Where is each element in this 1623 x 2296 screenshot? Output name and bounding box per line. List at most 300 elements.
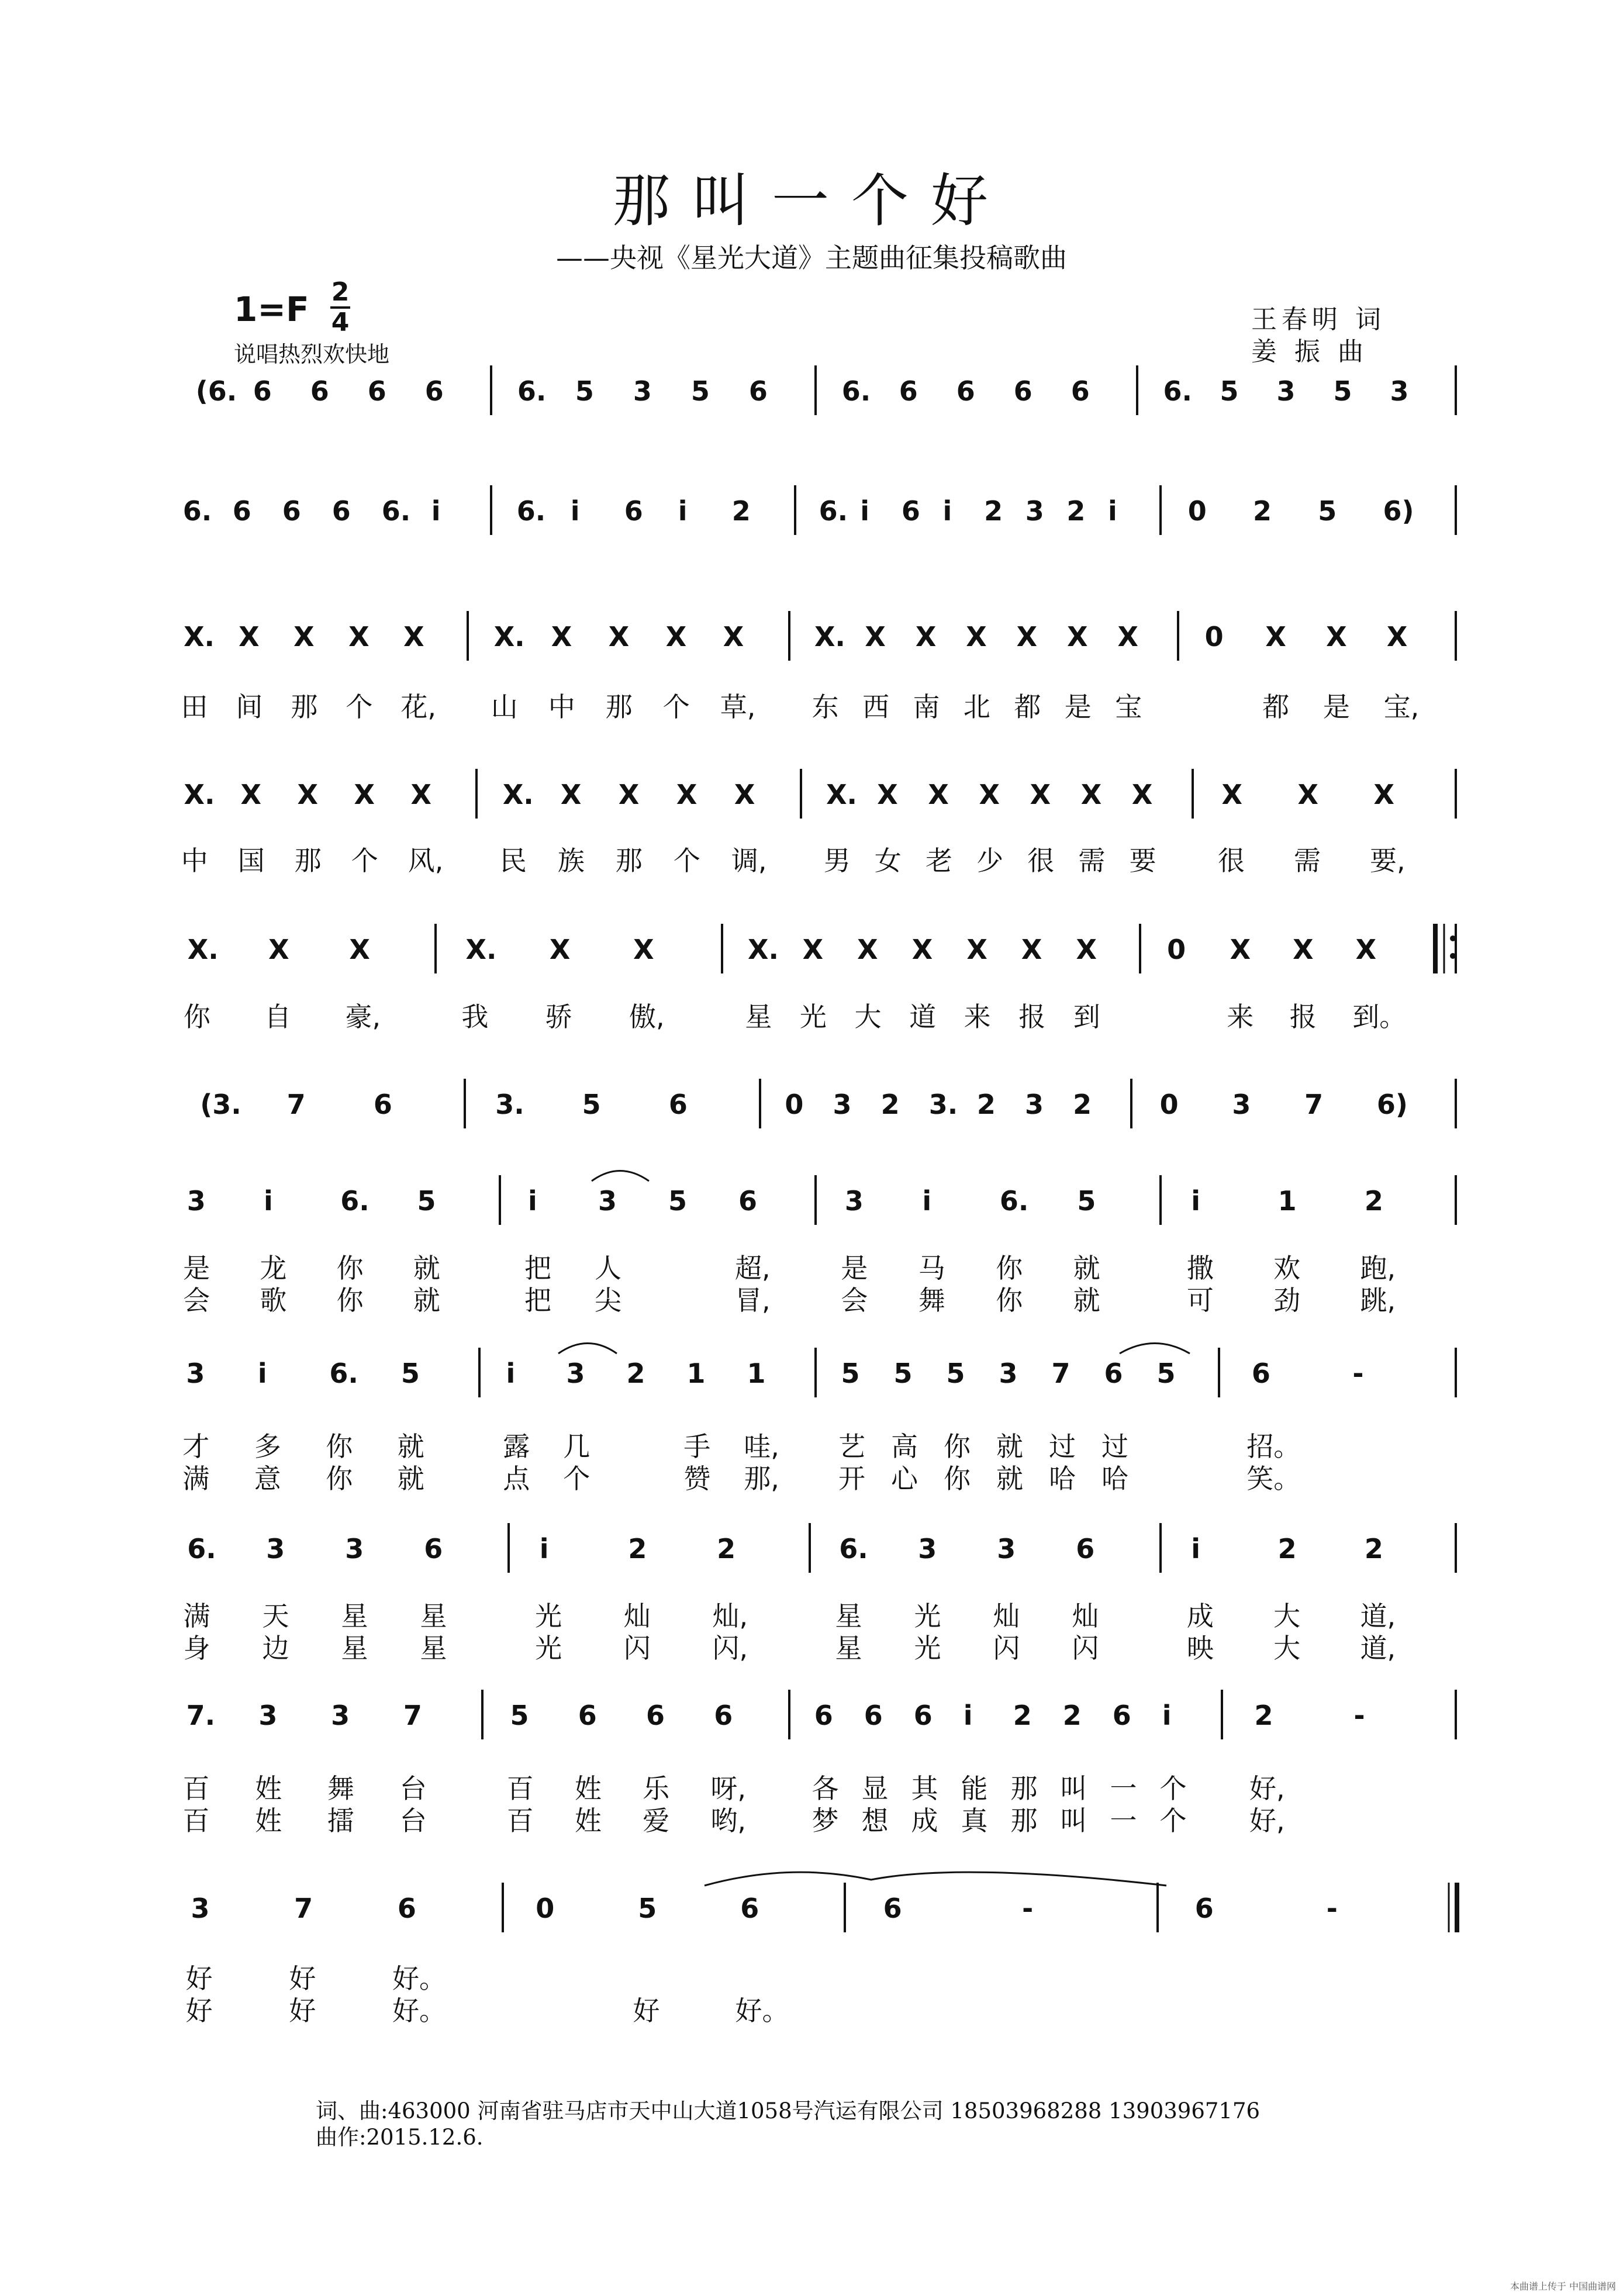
lyric-syllable: 梦 (811, 1805, 839, 1836)
note: 6) (1376, 1089, 1408, 1120)
note: 3 (833, 1089, 852, 1120)
lyric-syllable: 东 (811, 691, 839, 723)
composer-credit: 姜 振 曲 (1251, 337, 1368, 367)
lyric-syllable: 好 (289, 1963, 316, 1994)
lyric-syllable: 高 (891, 1431, 918, 1462)
lyric-syllable: 把 (524, 1252, 551, 1284)
note: i (257, 1358, 267, 1389)
note: 6) (1383, 495, 1414, 527)
note: 6. (187, 1533, 216, 1565)
note: X (1067, 621, 1088, 652)
note: 6 (424, 1533, 443, 1565)
lyric-syllable: 豪, (345, 1001, 381, 1033)
note: (3. (200, 1089, 241, 1120)
note: 6 (397, 1893, 416, 1924)
note: 5 (1318, 495, 1337, 527)
lyric-syllable: 就 (397, 1463, 424, 1494)
lyric-syllable: 女 (874, 845, 902, 876)
note: X. (465, 934, 497, 965)
lyric-syllable: 可 (1186, 1285, 1214, 1316)
note: 6 (1104, 1358, 1123, 1389)
note: 6. (381, 495, 411, 527)
lyric-syllable: 跳, (1360, 1285, 1396, 1316)
lyric-syllable: 好, (1249, 1773, 1285, 1804)
lyric-syllable: 宝, (1383, 691, 1420, 723)
note: 5 (582, 1089, 601, 1120)
note: 6 (901, 495, 920, 527)
note: 2 (628, 1533, 647, 1565)
note: 0 (1187, 495, 1207, 527)
note: 6. (340, 1185, 370, 1217)
note: X (1265, 621, 1286, 652)
lyric-syllable: 星 (341, 1632, 368, 1664)
note: 6 (310, 375, 329, 407)
note: 6. (841, 375, 871, 407)
note: 0 (1159, 1089, 1179, 1120)
note: 2 (880, 1089, 900, 1120)
note: i (570, 495, 580, 527)
note: X (865, 621, 886, 652)
lyric-syllable: 到。 (1352, 1001, 1407, 1033)
note: 5 (841, 1358, 860, 1389)
note: X (354, 779, 375, 810)
note: 6 (864, 1700, 883, 1731)
lyric-syllable: 都 (1262, 691, 1290, 723)
note: i (963, 1700, 973, 1731)
note: X (608, 621, 630, 652)
tie (705, 1872, 1166, 1886)
lyric-syllable: 田 (181, 691, 208, 723)
lyric-syllable: 大 (1273, 1632, 1301, 1664)
lyric-syllable: 舞 (918, 1285, 945, 1316)
lyric-syllable: 哈 (1101, 1463, 1128, 1494)
note: X (293, 621, 315, 652)
note: 6 (899, 375, 918, 407)
lyric-syllable: 灿 (993, 1600, 1020, 1632)
note: X (1355, 934, 1377, 965)
lyric-syllable: 花, (400, 691, 437, 723)
note: 3 (918, 1533, 937, 1565)
meter-bottom: 4 (331, 308, 350, 337)
note: X (1326, 621, 1347, 652)
lyric-syllable: 撒 (1186, 1252, 1214, 1284)
lyricist-credit: 王春明 词 (1251, 305, 1386, 334)
lyric-syllable: 台 (399, 1773, 427, 1804)
lyric-syllable: 冒, (735, 1285, 771, 1316)
note: i (506, 1358, 516, 1389)
note: 6 (883, 1893, 902, 1924)
lyric-syllable: 光 (535, 1632, 562, 1664)
note: 6. (182, 495, 212, 527)
note: 7 (286, 1089, 306, 1120)
lyric-syllable: 闪, (712, 1632, 748, 1664)
lyric-syllable: 会 (183, 1285, 210, 1316)
footer-date: 曲作:2015.12.6. (316, 2125, 484, 2150)
note: i (263, 1185, 273, 1217)
note: 6. (516, 495, 546, 527)
lyric-syllable: 中 (181, 845, 208, 876)
lyric-syllable: 少 (976, 845, 1004, 876)
lyric-syllable: 欢 (1273, 1252, 1301, 1284)
lyric-syllable: 哇, (744, 1431, 779, 1462)
song-subtitle: ——央视《星光大道》主题曲征集投稿歌曲 (556, 242, 1067, 274)
lyric-syllable: 那 (615, 845, 643, 876)
note: 3 (598, 1185, 617, 1217)
lyric-syllable: 宝 (1115, 691, 1142, 723)
lyric-syllable: 个 (1159, 1773, 1187, 1804)
note: - (1353, 1700, 1365, 1731)
note: X. (502, 779, 534, 810)
site-watermark: 本曲谱上传于 中国曲谱网 (1510, 2281, 1616, 2292)
lyric-syllable: 姓 (255, 1773, 282, 1804)
note: 6 (331, 495, 351, 527)
note: X (240, 779, 262, 810)
lyric-syllable: 会 (841, 1285, 868, 1316)
note: 2 (1013, 1700, 1032, 1731)
note: X (979, 779, 1000, 810)
lyric-syllable: 招。 (1246, 1431, 1301, 1462)
note: 3 (191, 1893, 210, 1924)
note: 5 (1156, 1358, 1176, 1389)
note: X (928, 779, 949, 810)
lyric-syllable: 风, (408, 845, 444, 876)
tempo-marking: 说唱热烈欢快地 (234, 341, 390, 367)
lyric-syllable: 百 (506, 1773, 534, 1804)
note: 3 (345, 1533, 364, 1565)
note: 0 (536, 1893, 555, 1924)
footer-contact: 词、曲:463000 河南省驻马店市天中山大道1058号汽运有限公司 18503968288 13903967176 (316, 2098, 1261, 2124)
lyric-syllable: 你 (336, 1285, 364, 1316)
note: X (239, 621, 260, 652)
note: i (1107, 495, 1117, 527)
lyric-syllable: 人 (595, 1252, 621, 1284)
note: X. (493, 621, 525, 652)
lyric-syllable: 来 (964, 1001, 991, 1033)
lyric-syllable: 台 (399, 1805, 427, 1836)
lyric-syllable: 好。 (392, 1995, 446, 2026)
lyric-syllable: 意 (254, 1463, 281, 1494)
note: 7 (1304, 1089, 1324, 1120)
lyric-syllable: 笑。 (1246, 1463, 1301, 1494)
lyric-syllable: 映 (1186, 1632, 1214, 1664)
lyric-syllable: 乐 (643, 1773, 670, 1804)
repeat-dot (1450, 953, 1456, 959)
lyric-syllable: 需 (1294, 845, 1321, 876)
note: - (1352, 1358, 1364, 1389)
note: 5 (1333, 375, 1352, 407)
lyric-syllable: 叫 (1060, 1773, 1087, 1804)
lyric-syllable: 你 (996, 1285, 1023, 1316)
lyric-syllable: 灿 (1072, 1600, 1099, 1632)
lyric-syllable: 身 (183, 1632, 210, 1664)
note: X (410, 779, 432, 810)
note: 2 (1277, 1533, 1297, 1565)
lyric-syllable: 光 (535, 1600, 562, 1632)
lyric-syllable: 赞 (683, 1463, 711, 1494)
note: 6. (517, 375, 547, 407)
lyric-syllable: 各 (811, 1773, 839, 1804)
lyric-syllable: 那 (294, 845, 322, 876)
note: X (348, 621, 370, 652)
note: X (349, 934, 370, 965)
lyric-syllable: 光 (914, 1632, 941, 1664)
lyric-syllable: 百 (182, 1805, 210, 1836)
note: 6 (282, 495, 301, 527)
repeat-dot (1450, 935, 1456, 941)
lyric-syllable: 闪 (623, 1632, 651, 1664)
lyric-syllable: 姓 (574, 1773, 602, 1804)
note: 3 (997, 1533, 1016, 1565)
lyric-syllable: 马 (918, 1252, 945, 1284)
lyric-syllable: 爱 (643, 1805, 670, 1836)
note: X (1221, 779, 1242, 810)
lyric-syllable: 星 (420, 1600, 447, 1632)
note: X (633, 934, 654, 965)
note: 6. (839, 1533, 868, 1565)
note: X (551, 621, 572, 652)
note: 0 (785, 1089, 804, 1120)
lyric-syllable: 姓 (255, 1805, 282, 1836)
note: X (665, 621, 687, 652)
lyric-syllable: 哈 (1049, 1463, 1076, 1494)
note: 5 (946, 1358, 965, 1389)
note: 3 (186, 1358, 205, 1389)
note: (6. (195, 375, 237, 407)
note: 2 (1254, 1700, 1273, 1731)
note: X. (187, 934, 219, 965)
lyric-syllable: 呀, (710, 1773, 746, 1804)
lyric-syllable: 姓 (574, 1805, 602, 1836)
note: X (1117, 621, 1139, 652)
lyric-syllable: 很 (1027, 845, 1055, 876)
lyric-syllable: 好。 (735, 1995, 789, 2026)
note: 3 (1025, 495, 1044, 527)
lyric-syllable: 国 (237, 845, 265, 876)
lyric-syllable: 超, (735, 1252, 771, 1284)
note: 6 (956, 375, 975, 407)
note: X. (184, 621, 215, 652)
note: 7 (1051, 1358, 1071, 1389)
lyric-syllable: 边 (262, 1632, 289, 1664)
lyric-syllable: 我 (461, 1001, 489, 1033)
note: 2 (626, 1358, 645, 1389)
note: 6 (645, 1700, 665, 1731)
note: i (922, 1185, 932, 1217)
note: 6. (819, 495, 848, 527)
lyric-syllable: 道 (909, 1001, 937, 1033)
lyric-syllable: 自 (264, 1001, 292, 1033)
lyric-syllable: 都 (1014, 691, 1041, 723)
lyric-syllable: 到 (1073, 1001, 1100, 1033)
lyric-syllable: 成 (911, 1805, 938, 1836)
lyric-syllable: 骄 (545, 1001, 572, 1033)
lyric-syllable: 你 (944, 1431, 971, 1462)
lyric-syllable: 尖 (595, 1285, 621, 1316)
slur (1120, 1344, 1190, 1354)
lyric-syllable: 民 (499, 845, 527, 876)
lyric-syllable: 灿 (623, 1600, 651, 1632)
lyric-syllable: 好 (633, 1995, 660, 2026)
lyric-syllable: 那, (744, 1463, 779, 1494)
lyric-syllable: 草, (720, 691, 756, 723)
lyric-syllable: 就 (397, 1431, 424, 1462)
lyric-syllable: 好 (289, 1995, 316, 2026)
note: 6 (668, 1089, 688, 1120)
note: X (1076, 934, 1097, 965)
lyric-syllable: 星 (745, 1001, 772, 1033)
note: 0 (1167, 934, 1186, 965)
note: 3 (1025, 1089, 1044, 1120)
lyric-syllable: 天 (262, 1600, 289, 1632)
note: 5 (668, 1185, 688, 1217)
note: 6 (913, 1700, 933, 1731)
note: - (1022, 1893, 1034, 1924)
lyric-syllable: 道, (1360, 1600, 1396, 1632)
note: 2 (976, 1089, 996, 1120)
lyric-syllable: 艺 (838, 1431, 865, 1462)
note: 7 (294, 1893, 313, 1924)
note: X (549, 934, 571, 965)
lyric-syllable: 大 (854, 1001, 882, 1033)
lyric-syllable: 光 (799, 1001, 827, 1033)
note: X (1021, 934, 1042, 965)
note: 5 (893, 1358, 913, 1389)
lyric-syllable: 是 (841, 1252, 868, 1284)
lyric-syllable: 能 (961, 1773, 988, 1804)
note: X (723, 621, 744, 652)
lyric-syllable: 心 (891, 1463, 918, 1494)
note: 6 (740, 1893, 759, 1924)
lyric-syllable: 满 (183, 1600, 210, 1632)
lyric-syllable: 族 (557, 845, 585, 876)
note: X (1297, 779, 1318, 810)
note: 6 (1076, 1533, 1095, 1565)
note: 6 (367, 375, 386, 407)
lyric-syllable: 真 (961, 1805, 988, 1836)
lyric-syllable: 点 (503, 1463, 530, 1494)
note: 2 (1062, 1700, 1082, 1731)
lyric-syllable: 就 (996, 1431, 1023, 1462)
slur (592, 1171, 649, 1182)
note: i (1191, 1185, 1201, 1217)
lyric-syllable: 跑, (1360, 1252, 1396, 1284)
note: 5 (1220, 375, 1239, 407)
note: X. (814, 621, 845, 652)
note: 6 (714, 1700, 733, 1731)
note: 6 (424, 375, 444, 407)
note: 3 (331, 1700, 350, 1731)
lyric-syllable: 成 (1186, 1600, 1214, 1632)
lyric-syllable: 中 (548, 691, 575, 723)
lyric-syllable: 间 (236, 691, 263, 723)
lyric-syllable: 过 (1101, 1431, 1128, 1462)
note: 3 (1390, 375, 1409, 407)
lyric-syllable: 叫 (1060, 1805, 1087, 1836)
note: 6 (1013, 375, 1032, 407)
note: 3. (495, 1089, 524, 1120)
note: X (857, 934, 878, 965)
lyric-syllable: 百 (506, 1805, 534, 1836)
lyric-syllable: 西 (862, 691, 890, 723)
lyric-syllable: 歌 (260, 1285, 287, 1316)
lyric-syllable: 手 (683, 1431, 711, 1462)
lyric-syllable: 露 (503, 1431, 530, 1462)
note: 6. (329, 1358, 358, 1389)
note: 5 (638, 1893, 657, 1924)
note: X (1230, 934, 1251, 965)
note: X (734, 779, 755, 810)
lyric-syllable: 很 (1218, 845, 1245, 876)
lyric-syllable: 那 (605, 691, 633, 723)
note: X (1373, 779, 1394, 810)
note: X. (184, 779, 215, 810)
lyric-syllable: 星 (835, 1632, 862, 1664)
note: 3 (1232, 1089, 1251, 1120)
lyric-syllable: 过 (1049, 1431, 1076, 1462)
lyric-syllable: 哟, (710, 1805, 746, 1836)
lyric-syllable: 才 (182, 1431, 210, 1462)
lyric-syllable: 道, (1360, 1632, 1396, 1664)
lyric-syllable: 要, (1370, 845, 1406, 876)
note: 5 (1077, 1185, 1096, 1217)
lyric-syllable: 个 (346, 691, 373, 723)
note: 1 (686, 1358, 706, 1389)
note: X (877, 779, 898, 810)
lyric-syllable: 报 (1018, 1001, 1046, 1033)
lyric-syllable: 个 (673, 845, 700, 876)
note: 3 (844, 1185, 864, 1217)
note: 6 (1194, 1893, 1214, 1924)
note: i (860, 495, 869, 527)
lyric-syllable: 北 (963, 691, 990, 723)
note: 0 (1204, 621, 1224, 652)
lyric-syllable: 显 (861, 1773, 889, 1804)
note: 6 (624, 495, 643, 527)
lyric-syllable: 南 (913, 691, 940, 723)
lyric-syllable: 就 (413, 1252, 440, 1284)
note: X (1293, 934, 1314, 965)
note: 2 (1073, 1089, 1092, 1120)
note: X (1016, 621, 1038, 652)
lyric-syllable: 你 (183, 1001, 210, 1033)
note: X (1386, 621, 1408, 652)
note: 6 (253, 375, 272, 407)
lyric-syllable: 一 (1110, 1773, 1137, 1804)
note: - (1326, 1893, 1338, 1924)
lyric-syllable: 那 (1010, 1805, 1038, 1836)
lyric-syllable: 把 (524, 1285, 551, 1316)
lyric-syllable: 好, (1249, 1805, 1285, 1836)
note: 7. (186, 1700, 216, 1731)
note: 6 (373, 1089, 392, 1120)
lyric-syllable: 就 (1073, 1252, 1100, 1284)
note: i (431, 495, 441, 527)
note: X. (826, 779, 858, 810)
note: 1 (747, 1358, 766, 1389)
note: 2 (731, 495, 751, 527)
lyric-syllable: 你 (336, 1252, 364, 1284)
lyric-syllable: 其 (911, 1773, 938, 1804)
lyric-syllable: 想 (861, 1805, 889, 1836)
note: 2 (1364, 1185, 1383, 1217)
note: 3. (928, 1089, 958, 1120)
lyric-syllable: 星 (341, 1600, 368, 1632)
note: 3 (187, 1185, 206, 1217)
lyric-syllable: 几 (563, 1431, 591, 1462)
lyric-syllable: 开 (838, 1463, 865, 1494)
note: X (915, 621, 937, 652)
lyric-syllable: 闪 (993, 1632, 1020, 1664)
